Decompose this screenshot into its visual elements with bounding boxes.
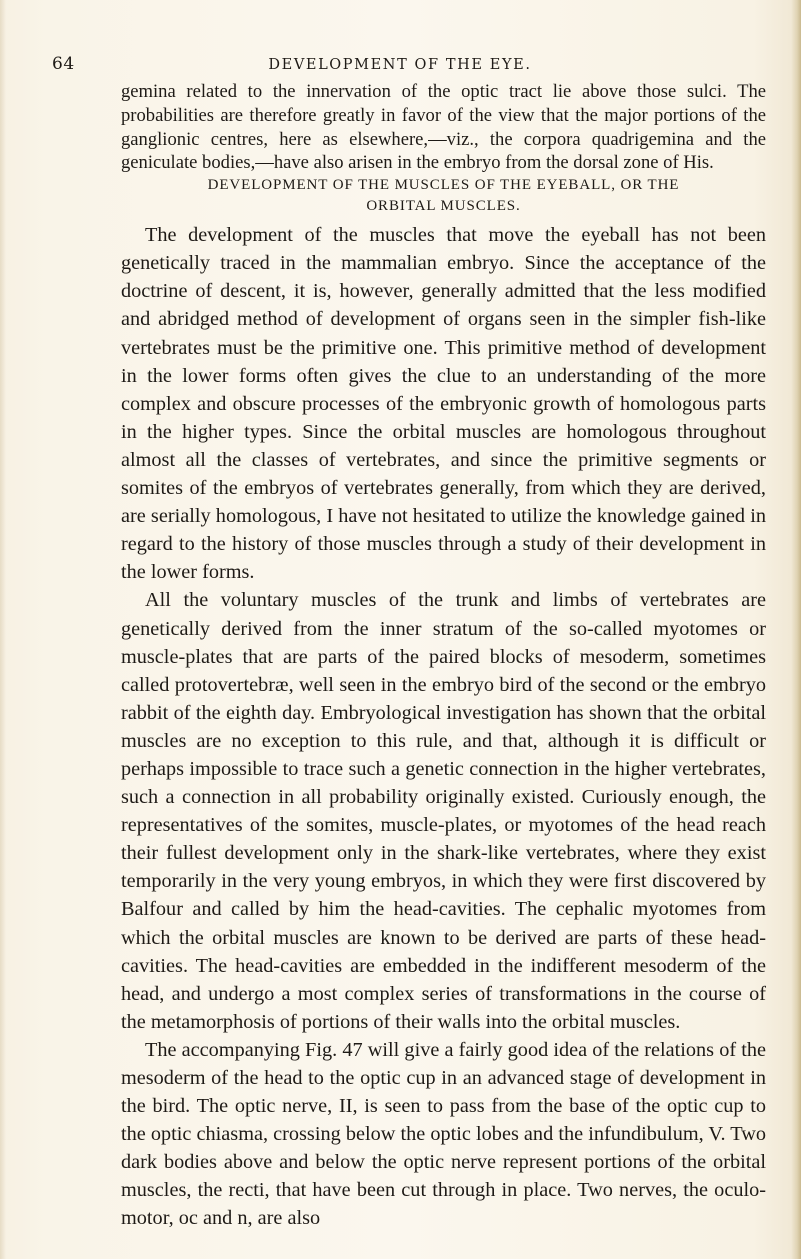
section-heading-line-2: ORBITAL MUSCLES. <box>366 198 521 215</box>
page-number: 64 <box>52 54 75 74</box>
section-heading <box>121 175 766 217</box>
page-right-edge-shading <box>791 0 801 1259</box>
paragraph-1: The development of the muscles that move the eyeball has not been genetically traced in the mammalian embryo. Since the acceptance of the doctrine of descent, it is, however, generally admitted that the less modified and abridged method of development of organs seen in the simpler fish-like vertebrates must be the primitive one. This primitive method of development in the lower forms often gives the clue to an understanding of the more complex and obscure processes of the embryonic growth of homologous parts in the higher types. Since the orbital muscles are homologous throughout almost all the classes of vertebrates, and since the primitive segments or somites of the embryos of vertebrates generally, from which they are derived, are serially homologous, I have not hesitated to utilize the knowledge gained in regard to the history of those muscles through a study of their development in the lower forms. <box>121 224 766 584</box>
body-text <box>121 80 766 1233</box>
continued-paragraph: gemina related to the innervation of the optic tract lie above those sulci. The probabilities are therefore greatly in favor of the view that the major portions of the ganglionic centres, here as elsewhere,—viz., the corpora quadrigemina and the geniculate bodies,—have also arisen in the embryo from the dorsal zone of His. <box>121 81 766 174</box>
page-left-edge-shading <box>0 0 6 1259</box>
paragraph-2: All the voluntary muscles of the trunk and limbs of vertebrates are genetically derived from the inner stratum of the so-called myotomes or muscle-plates that are parts of the paired blocks of mesoderm, sometimes called protovertebræ, well seen in the embryo bird of the second or the embryo rabbit of the eighth day. Embryological investigation has shown that the orbital muscles are no exception to this rule, and that, although it is difficult or perhaps impossible to trace such a genetic connection in the higher vertebrates, such a connection in all probability originally existed. Curiously enough, the representatives of the somites, muscle-plates, or myotomes of the head reach their fullest development only in the shark-like vertebrates, where they exist temporarily in the very young embryos, in which they were first discovered by Balfour and called by him the head-cavities. The cephalic myotomes from which the orbital muscles are known to be derived are parts of these head-cavities. The head-cavities are embedded in the indifferent mesoderm of the head, and undergo a most complex series of transformations in the course of the metamorphosis of portions of their walls into the orbital muscles. <box>121 589 766 1033</box>
running-head: DEVELOPMENT OF THE EYE. <box>268 57 532 73</box>
section-heading-line-1: DEVELOPMENT OF THE MUSCLES OF THE EYEBALL, OR THE <box>207 177 680 194</box>
paragraph-3: The accompanying Fig. 47 will give a fairly good idea of the relations of the mesoderm of the head to the optic cup in an advanced stage of development in the bird. The optic nerve, II, is seen to pass from the base of the optic cup to the optic chiasma, crossing below the optic lobes and the infundibulum, V. Two dark bodies above and below the optic nerve represent portions of the orbital muscles, the recti, that have been cut through in place. Two nerves, the oculo-motor, oc and n, are also <box>121 1038 766 1230</box>
